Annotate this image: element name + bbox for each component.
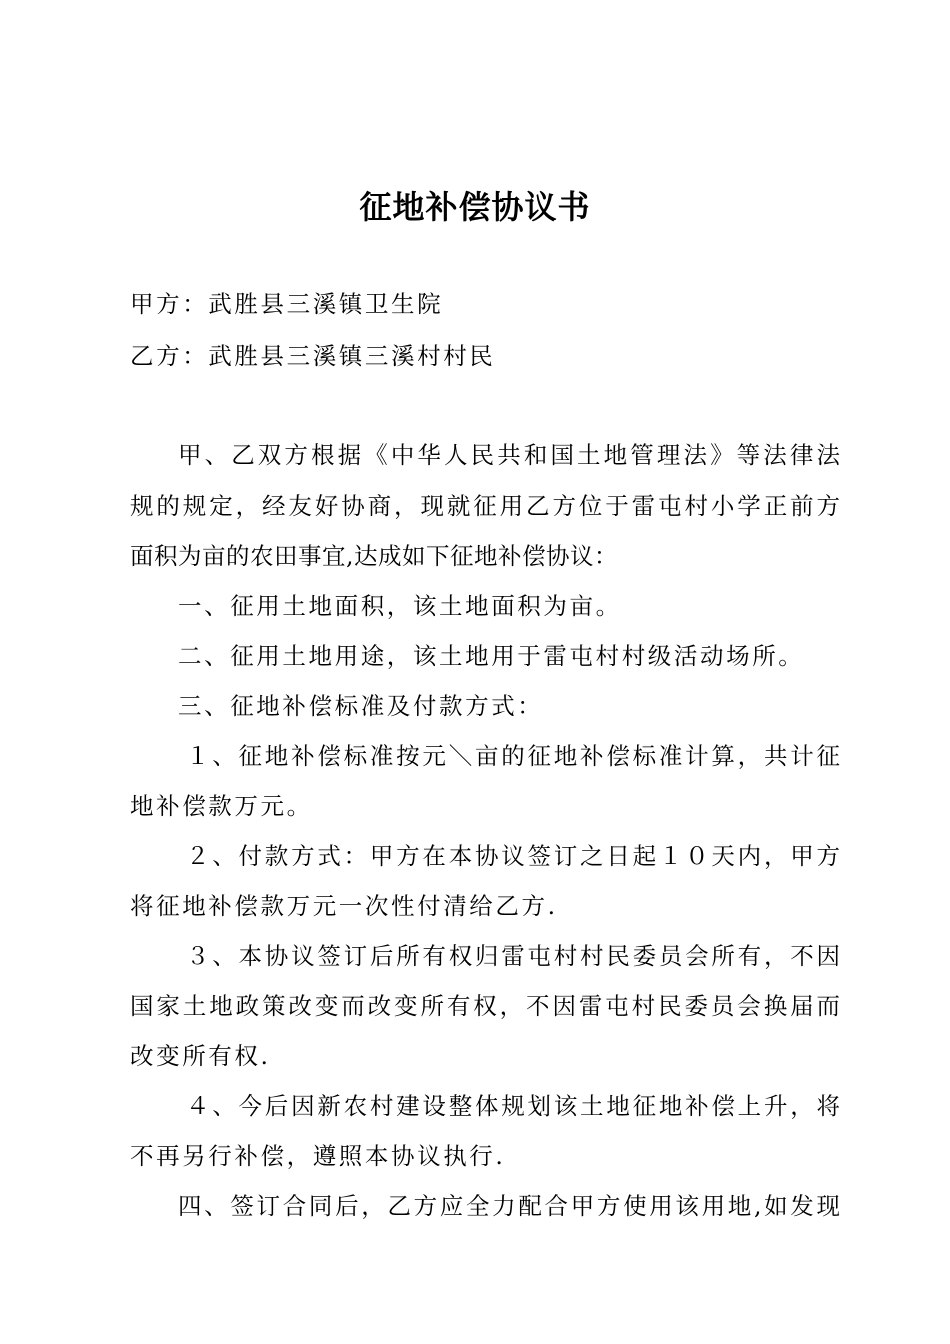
preamble-line-1: 甲、乙双方根据《中华人民共和国土地管理法》等法律法: [178, 441, 840, 469]
item-4-line-2: 不再另行补偿，遵照本协议执行.: [130, 1142, 506, 1170]
party-b: 乙方：武胜县三溪镇三溪村村民: [130, 342, 496, 370]
item-3-line-2: 国家土地政策改变而改变所有权，不因雷屯村民委员会换届而: [130, 992, 840, 1020]
item-1-line-1: １、征地补偿标准按元＼亩的征地补偿标准计算，共计征: [186, 742, 840, 770]
preamble-line-3: 面积为亩的农田事宜,达成如下征地补偿协议：: [130, 542, 618, 570]
preamble-line-2: 规的规定，经友好协商，现就征用乙方位于雷屯村小学正前方: [130, 492, 840, 520]
item-3-line-1: ３、本协议签订后所有权归雷屯村村民委员会所有，不因: [186, 942, 840, 970]
document-title: 征地补偿协议书: [359, 188, 591, 226]
clause-3: 三、征地补偿标准及付款方式：: [178, 692, 544, 720]
clause-1: 一、征用土地面积，该土地面积为亩。: [178, 592, 622, 620]
clause-2: 二、征用土地用途，该土地用于雷屯村村级活动场所。: [178, 642, 805, 670]
item-3-line-3: 改变所有权.: [130, 1042, 271, 1070]
item-1-line-2: 地补偿款万元。: [130, 792, 313, 820]
party-a: 甲方：武胜县三溪镇卫生院: [130, 290, 444, 318]
item-2-line-1: ２、付款方式：甲方在本协议签订之日起１０天内，甲方: [186, 842, 840, 870]
item-4-line-1: ４、今后因新农村建设整体规划该土地征地补偿上升，将: [186, 1092, 840, 1120]
clause-4: 四、签订合同后，乙方应全力配合甲方使用该用地,如发现: [178, 1192, 840, 1220]
item-2-line-2: 将征地补偿款万元一次性付清给乙方.: [130, 892, 558, 920]
